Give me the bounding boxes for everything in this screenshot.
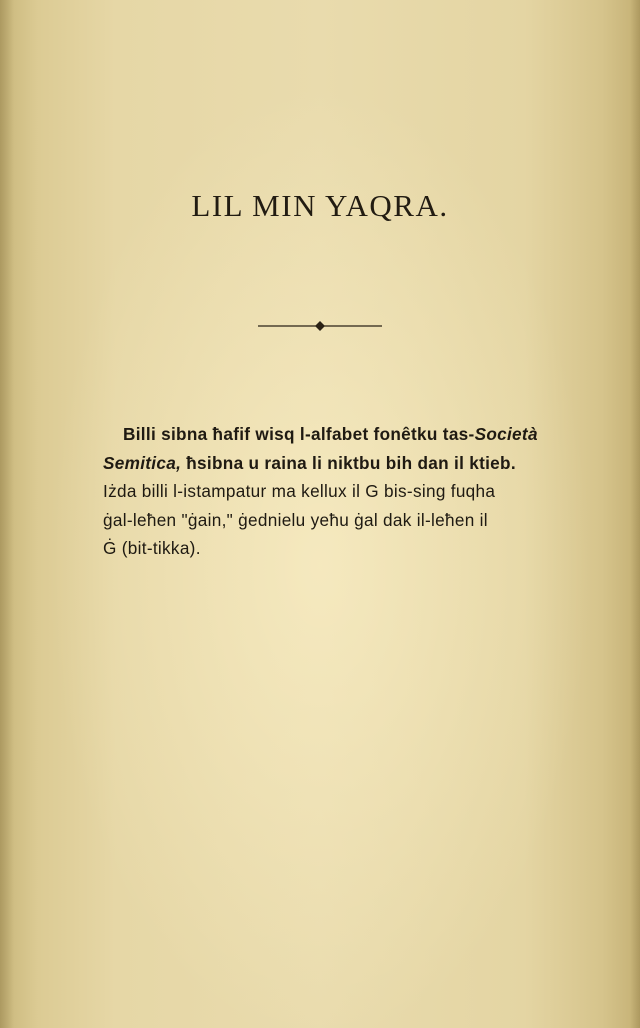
line-1-text: Billi sibna ħafif wisq l-alfabet fonêtku tas- (123, 424, 475, 444)
paragraph-line-2 (103, 449, 623, 478)
diamond-rule-icon (255, 316, 385, 336)
preface-paragraph (103, 420, 623, 563)
line-2-text: ħsibna u raina li niktbu bih dan il ktieb. (181, 452, 516, 473)
page-title: LIL MIN YAQRA. (191, 188, 449, 223)
diamond-rule-ornament (0, 316, 640, 336)
line-1-italic-text: Società (474, 424, 538, 444)
paragraph-line-3: Iżda billi l-istampatur ma kellux il G bis-sing fuqha (103, 481, 496, 501)
line-2-italic-text: Semitica, (103, 452, 182, 473)
paragraph-line-1 (103, 420, 623, 449)
paragraph-line-5: Ġ (bit-tikka). (103, 538, 201, 558)
paragraph-line-4: ġal-leħen "ġain," ġednielu yeħu ġal dak il-leħen il (103, 509, 488, 530)
page-edge-shadow-left (0, 0, 14, 1028)
page-edge-shadow-right (630, 0, 640, 1028)
